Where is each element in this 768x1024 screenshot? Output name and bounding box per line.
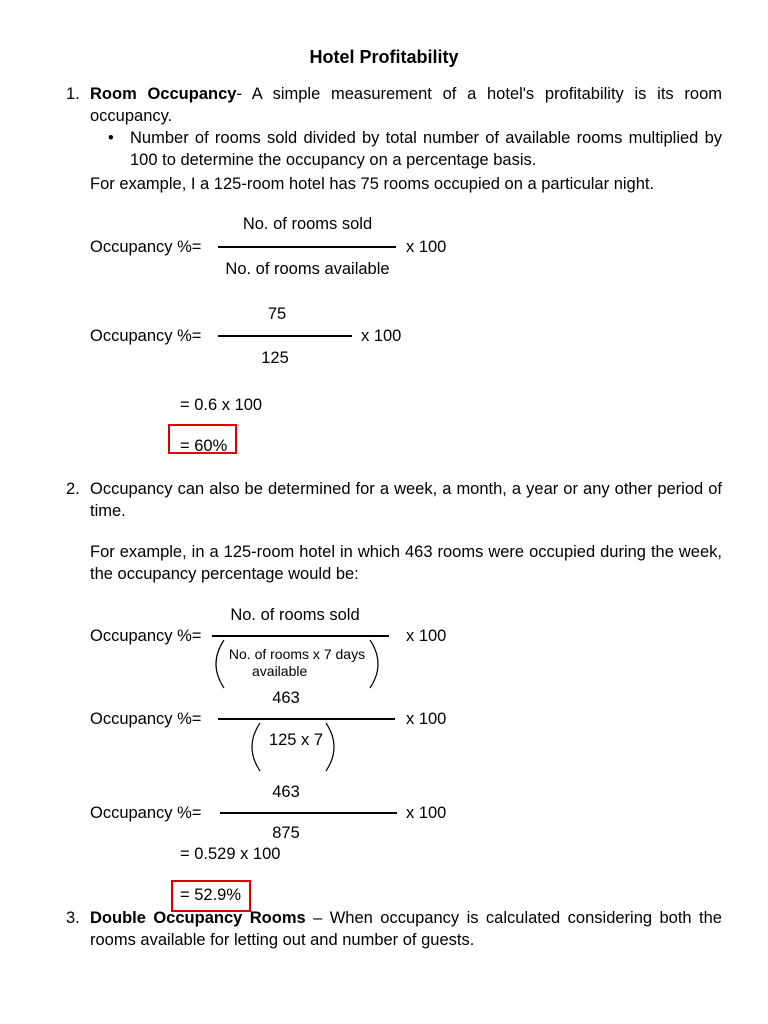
calc-multiplier: x 100 — [406, 804, 447, 822]
formula-label: Occupancy %= — [90, 238, 202, 256]
list-number-2: 2. — [66, 480, 80, 498]
calc-step: = 0.529 x 100 — [180, 845, 281, 863]
fraction-line — [220, 812, 397, 814]
section1-bullet-text: Number of rooms sold divided by total number of available rooms multiplied by 100 to determine the occupancy on a percentage basis. — [130, 129, 722, 169]
calc-denominator: 125 x 7 — [268, 731, 324, 749]
section3-heading: Double Occupancy Rooms — [90, 909, 306, 927]
formula-denominator-line2: available — [252, 663, 308, 679]
fraction-line — [218, 718, 395, 720]
formula-denominator-line1: No. of rooms x 7 days — [228, 646, 366, 662]
calc-multiplier: x 100 — [361, 327, 402, 345]
calc-label: Occupancy %= — [90, 327, 202, 345]
calc-denominator: 125 — [261, 349, 289, 367]
section2-text: Occupancy can also be determined for a week, a month, a year or any other period of time. — [90, 480, 722, 520]
section1-heading: Room Occupancy — [90, 85, 237, 103]
fraction-line — [218, 246, 396, 248]
section3-text: – When occupancy is calculated considering both the rooms available for letting out and number of guests. — [90, 909, 722, 949]
calc-result: = 60% — [180, 437, 228, 455]
section3-paragraph — [90, 907, 722, 951]
section1-paragraph — [90, 83, 722, 127]
list-number-3: 3. — [66, 909, 80, 927]
calc-numerator: 75 — [267, 305, 287, 323]
formula-multiplier: x 100 — [406, 627, 447, 645]
fraction-line — [212, 635, 389, 637]
formula-numerator: No. of rooms sold — [230, 606, 360, 624]
section1-intro: - A simple measurement of a hotel's profitability is its room occupancy. — [90, 85, 722, 125]
calc-result: = 52.9% — [180, 886, 242, 904]
list-number-1: 1. — [66, 85, 80, 103]
calc-multiplier: x 100 — [406, 710, 447, 728]
formula-multiplier: x 100 — [406, 238, 447, 256]
calc-numerator: 463 — [272, 783, 300, 801]
section2-example: For example, in a 125-room hotel in which 463 rooms were occupied during the week, the occupancy percentage would be: — [90, 543, 722, 583]
bullet-icon: • — [108, 129, 114, 147]
calc-numerator: 463 — [272, 689, 300, 707]
calc-denominator: 875 — [272, 824, 300, 842]
section1-example: For example, I a 125-room hotel has 75 rooms occupied on a particular night. — [90, 175, 655, 193]
calc-label: Occupancy %= — [90, 804, 202, 822]
calc-step: = 0.6 x 100 — [180, 396, 263, 414]
formula-label: Occupancy %= — [90, 627, 202, 645]
page-title: Hotel Profitability — [309, 47, 459, 67]
formula-numerator: No. of rooms sold — [242, 215, 373, 233]
calc-label: Occupancy %= — [90, 710, 202, 728]
fraction-line — [218, 335, 352, 337]
formula-denominator: No. of rooms available — [225, 260, 390, 278]
